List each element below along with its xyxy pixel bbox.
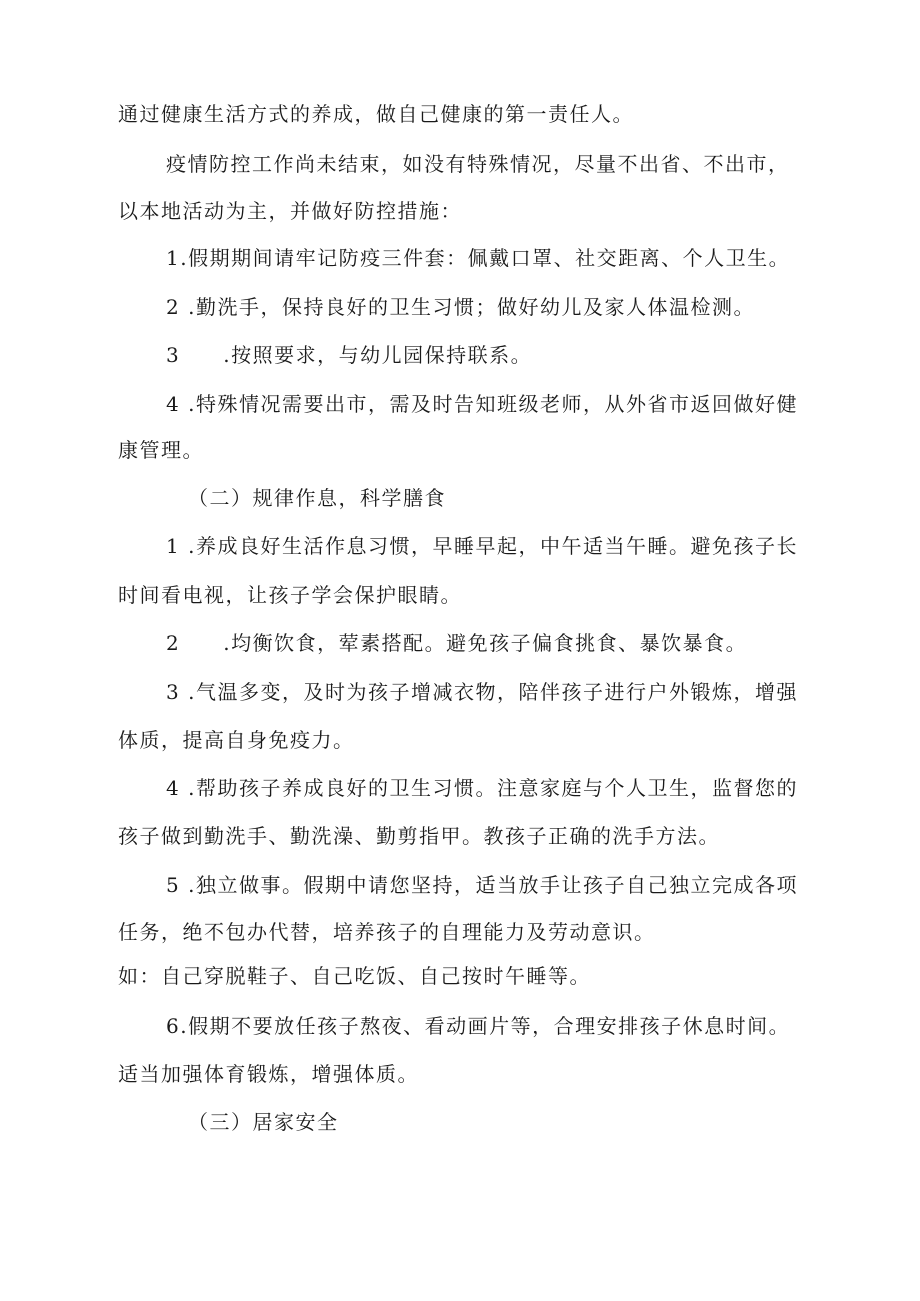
list-item: 3 .按照要求，与幼儿园保持联系。 — [166, 343, 533, 367]
list-item: 6.假期不要放任孩子熬夜、看动画片等，合理安排孩子休息时间。 — [166, 1014, 791, 1038]
paragraph-line: 以本地活动为主，并做好防控措施： — [118, 199, 462, 223]
paragraph-line: 时间看电视，让孩子学会保护眼睛。 — [118, 583, 462, 607]
section-heading: （三）居家安全 — [188, 1110, 339, 1134]
section-heading: （二）规律作息，科学膳食 — [188, 486, 446, 510]
list-item: 1.假期期间请牢记防疫三件套：佩戴口罩、社交距离、个人卫生。 — [166, 246, 791, 270]
paragraph-line: 孩子做到勤洗手、勤洗澡、勤剪指甲。教孩子正确的洗手方法。 — [118, 824, 720, 848]
paragraph-line: 通过健康生活方式的养成，做自己健康的第一责任人。 — [118, 102, 634, 126]
paragraph-line: 适当加强体育锻炼，增强体质。 — [118, 1062, 419, 1086]
list-item: 5 .独立做事。假期中请您坚持，适当放手让孩子自己独立完成各项 — [166, 873, 798, 897]
paragraph-line: 如：自己穿脱鞋子、自己吃饭、自己按时午睡等。 — [118, 964, 591, 988]
paragraph-line: 疫情防控工作尚未结束，如没有特殊情况，尽量不出省、不出市， — [166, 152, 790, 176]
list-item: 3 .气温多变，及时为孩子增减衣物，陪伴孩子进行户外锻炼，增强 — [166, 680, 798, 704]
list-item: 4 .特殊情况需要出市，需及时告知班级老师，从外省市返回做好健 — [166, 392, 798, 416]
list-item: 2 .均衡饮食，荤素搭配。避免孩子偏食挑食、暴饮暴食。 — [166, 631, 748, 655]
paragraph-line: 体质，提高自身免疫力。 — [118, 728, 355, 752]
paragraph-line: 任务，绝不包办代替，培养孩子的自理能力及劳动意识。 — [118, 920, 656, 944]
list-item: 1 .养成良好生活作息习惯，早睡早起，中午适当午睡。避免孩子长 — [166, 534, 798, 558]
list-item: 4 .帮助孩子养成良好的卫生习惯。注意家庭与个人卫生，监督您的 — [166, 776, 798, 800]
paragraph-line: 康管理。 — [118, 438, 204, 462]
list-item: 2 .勤洗手，保持良好的卫生习惯；做好幼儿及家人体温检测。 — [166, 295, 755, 319]
